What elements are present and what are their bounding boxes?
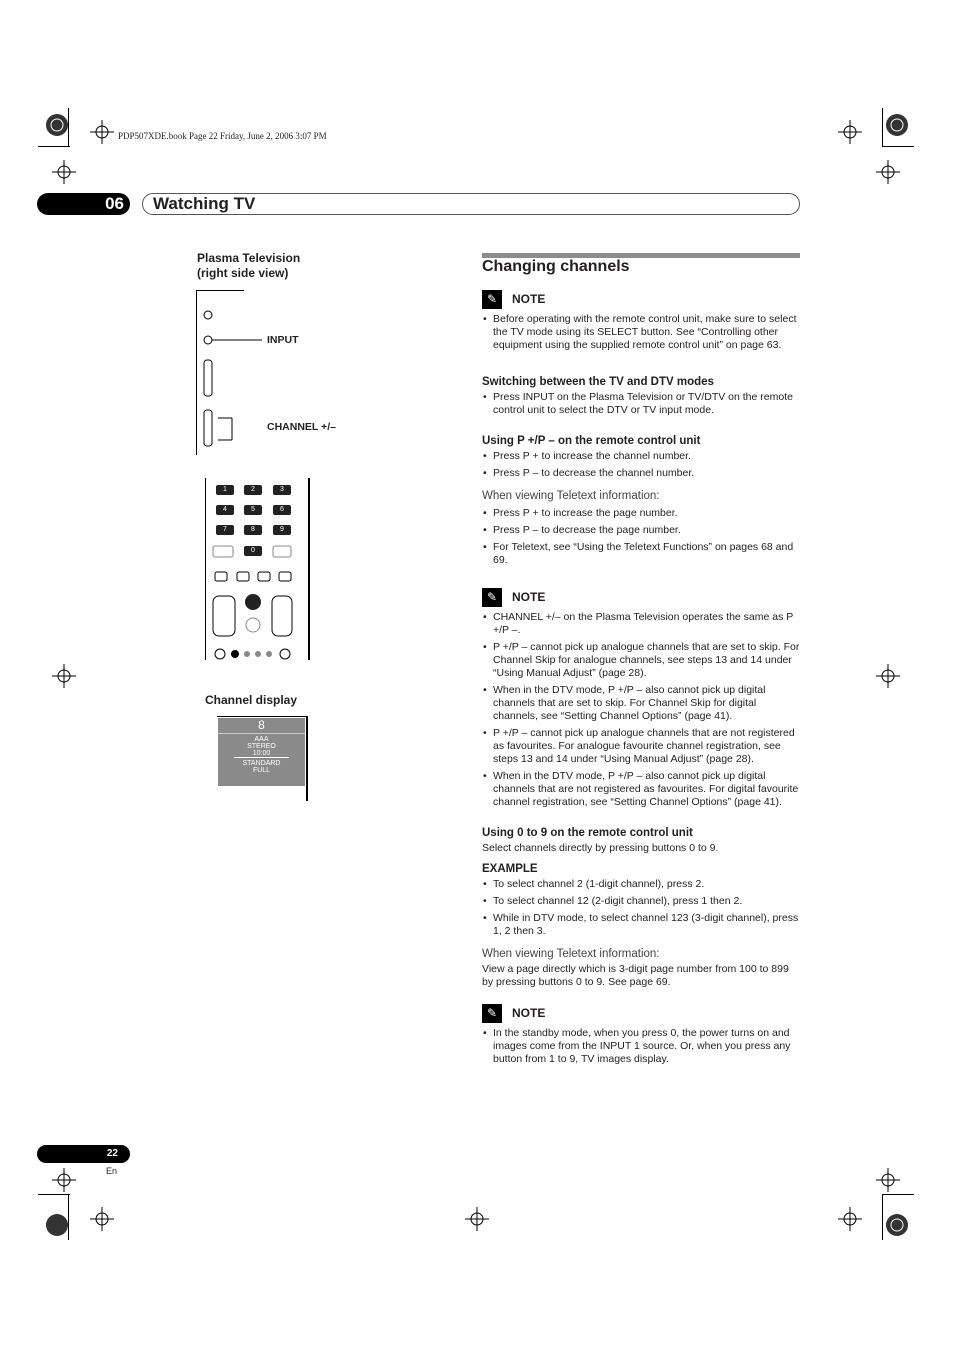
- subheading-0to9: Using 0 to 9 on the remote control unit: [482, 827, 693, 839]
- list-item: • To select channel 2 (1-digit channel), press 2.: [482, 878, 800, 891]
- teletext-list: [482, 507, 800, 567]
- plasma-heading: [197, 251, 300, 281]
- crop-mark: [882, 108, 883, 146]
- remote-key: 9: [273, 525, 291, 535]
- remote-key: 7: [216, 525, 234, 535]
- crosshair-icon: [876, 664, 900, 688]
- audio-mode: STEREO: [247, 743, 276, 750]
- view-page-text: View a page directly which is 3-digit page number from 100 to 899 by pressing buttons 0 to 9. See page 69.: [482, 963, 789, 988]
- remote-key: 1: [216, 485, 234, 495]
- chapter-title: Watching TV: [153, 194, 256, 213]
- pencil-note-icon: ✎: [482, 1004, 502, 1023]
- registration-mark-icon: [884, 112, 910, 138]
- note-heading: [482, 289, 800, 309]
- switch-list: [482, 391, 800, 417]
- list-item: • P +/P – cannot pick up analogue channels that are not registered as favourites. For analogue favourite channel registration, see steps 13 and 14 under “Using Manual Adjust” (page 28).: [482, 727, 800, 766]
- pencil-note-icon: ✎: [482, 290, 502, 309]
- chapter-number: 06: [37, 193, 130, 215]
- subheading-using-p: Using P +/P – on the remote control unit: [482, 435, 701, 447]
- language-code: En: [106, 1166, 118, 1176]
- crosshair-icon: [90, 1207, 114, 1231]
- clock: 10:00: [234, 750, 289, 758]
- crop-mark: [882, 146, 914, 147]
- channel-display-heading: Channel display: [205, 693, 298, 707]
- crosshair-icon: [876, 1168, 900, 1192]
- channel-name: AAA: [254, 736, 269, 743]
- subheading-switch: Switching between the TV and DTV modes: [482, 376, 714, 388]
- example-heading: EXAMPLE: [482, 863, 538, 875]
- remote-key: 6: [273, 505, 291, 515]
- crop-mark: [38, 1194, 70, 1195]
- remote-key: 3: [273, 485, 291, 495]
- crosshair-icon: [52, 1168, 76, 1192]
- select-line: Select channels directly by pressing buttons 0 to 9.: [482, 842, 719, 854]
- channel-label: CHANNEL +/–: [267, 421, 336, 433]
- crosshair-icon: [90, 120, 114, 144]
- teletext-line: When viewing Teletext information:: [482, 490, 660, 502]
- note-label: NOTE: [512, 589, 546, 604]
- note2-list: [482, 611, 800, 809]
- note-list: [482, 313, 800, 352]
- list-item: • When in the DTV mode, P +/P – also cannot pick up digital channels that are not registered as favourites. For digital favourite channel registration, see “Setting Channel Options” (page 41).: [482, 770, 800, 809]
- page-number: 22: [37, 1145, 130, 1163]
- pencil-note-icon: ✎: [482, 588, 502, 607]
- remote-key: 5: [244, 505, 262, 515]
- p-list: [482, 450, 800, 480]
- note-label: NOTE: [512, 291, 546, 306]
- remote-key: 0: [244, 546, 262, 556]
- note-label: NOTE: [512, 1005, 546, 1020]
- section-title: Changing channels: [482, 258, 630, 275]
- teletext-line-2: When viewing Teletext information:: [482, 948, 660, 960]
- channel-display-screen: [218, 718, 305, 786]
- crop-mark: [882, 1194, 883, 1240]
- list-item: • P +/P – cannot pick up analogue channels that are set to skip. For Channel Skip for analogue channels, see steps 13 and 14 under “Using Manual Adjust” (page 28).: [482, 641, 800, 680]
- crosshair-icon: [52, 160, 76, 184]
- remote-buttons-drawing: [206, 478, 306, 660]
- list-item: • Before operating with the remote control unit, make sure to select the TV mode using its SELECT button. See “Controlling other equipment using the supplied remote control unit” on page 63.: [482, 313, 800, 352]
- input-label: INPUT: [267, 334, 299, 346]
- note3-list: [482, 1027, 800, 1066]
- plasma-heading-line1: Plasma Television: [197, 251, 301, 265]
- crop-mark: [882, 1194, 914, 1195]
- example-list: [482, 878, 800, 938]
- crop-mark: [38, 146, 70, 147]
- tv-side-panel-illustration: [196, 290, 266, 455]
- remote-key: 2: [244, 485, 262, 495]
- list-item: • Press P + to increase the page number.: [482, 507, 800, 520]
- channel-number: 8: [218, 718, 305, 734]
- list-item: • For Teletext, see “Using the Teletext Functions” on pages 68 and 69.: [482, 541, 800, 567]
- list-item: • Press INPUT on the Plasma Television or TV/DTV on the remote control unit to select the DTV or TV input mode.: [482, 391, 800, 417]
- crosshair-icon: [838, 120, 862, 144]
- crosshair-icon: [838, 1207, 862, 1231]
- main-column: [482, 289, 800, 1066]
- list-item: • In the standby mode, when you press 0, the power turns on and images come from the INPUT 1 source. Or, when you press any button from 1 to 9, TV images display.: [482, 1027, 800, 1066]
- remote-illustration: [205, 478, 310, 660]
- remote-key: 4: [216, 505, 234, 515]
- note-heading: [482, 1003, 800, 1023]
- plasma-heading-line2: (right side view): [197, 266, 289, 280]
- remote-key: 8: [244, 525, 262, 535]
- list-item: • Press P – to decrease the channel number.: [482, 467, 800, 480]
- list-item: • To select channel 12 (2-digit channel), press 1 then 2.: [482, 895, 800, 908]
- registration-mark-icon: [44, 112, 70, 138]
- crosshair-icon: [876, 160, 900, 184]
- file-info: PDP507XDE.book Page 22 Friday, June 2, 2006 3:07 PM: [118, 131, 327, 141]
- av-mode: STANDARD: [242, 760, 281, 767]
- crosshair-icon: [465, 1207, 489, 1231]
- pointer-line: [212, 335, 262, 345]
- registration-mark-icon: [884, 1212, 910, 1238]
- list-item: • Press P + to increase the channel number.: [482, 450, 800, 463]
- crosshair-icon: [52, 664, 76, 688]
- list-item: • CHANNEL +/– on the Plasma Television operates the same as P +/P –.: [482, 611, 800, 637]
- list-item: • When in the DTV mode, P +/P – also cannot pick up digital channels that are set to skip. For Channel Skip for digital channels, see “Setting Channel Options” (page 41).: [482, 684, 800, 723]
- screen-size: FULL: [252, 767, 271, 774]
- registration-mark-icon: [44, 1212, 70, 1238]
- list-item: • While in DTV mode, to select channel 123 (3-digit channel), press 1, 2 then 3.: [482, 912, 800, 938]
- list-item: • Press P – to decrease the page number.: [482, 524, 800, 537]
- note-heading: [482, 587, 800, 607]
